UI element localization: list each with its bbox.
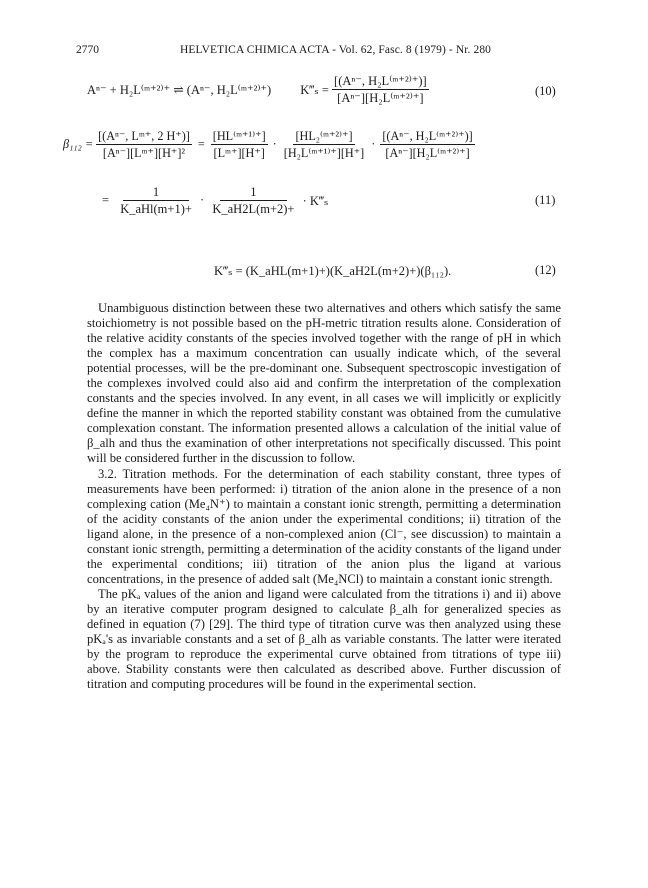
eq11b-frac-1 xyxy=(118,185,194,217)
paragraph-discussion: Unambiguous distinction between these two alternatives and others which satisfy the same stoichiometry is not possible based on the pH-metric titration results alone. Consideration of the relative acidity constants of the species involved together with the range of pH in which the complex has a maximum concentration can usually indicate which, of the several potential processes, will be the pre-dominant one. Subsequent spectroscopic investigation of the complexes involved could also aid and confirm the interpretation of the complexation constants and the species involved. In any event, in all cases we will implicitly or explicitly define the manner in which the reported stability constant was obtained from the cumulative complexation constant. The information presented allows a calculation of the initial value of β_alh and thus the examination of other interpretations not specifically discussed. This point will be considered further in the discussion to follow. xyxy=(87,301,561,466)
equals-sign: = xyxy=(102,193,110,208)
eq11-frac-4-num: [(Aⁿ⁻, H₂L⁽ᵐ⁺²⁾⁺)] xyxy=(380,129,474,145)
eq11-frac-3-den: [H₂L⁽ᵐ⁺¹⁾⁺][H⁺] xyxy=(283,146,365,161)
journal-title: HELVETICA CHIMICA ACTA - Vol. 62, Fasc. 8 (1979) - Nr. 280 xyxy=(180,44,492,56)
dot-operator: · xyxy=(371,137,376,152)
equation-10 xyxy=(87,74,429,106)
eq11-frac-2-num: [HL⁽ᵐ⁺¹⁾⁺] xyxy=(211,129,268,145)
body-text xyxy=(87,301,561,692)
eq11b-frac-2-num: 1 xyxy=(220,185,286,201)
eq11-frac-1 xyxy=(96,129,192,160)
equation-12: K‴ₛ = (K_aHL(m+1)+)(K_aH2L(m+2)+)(β₁₁₂). xyxy=(214,264,452,278)
dot-operator: · xyxy=(200,193,205,208)
equation-11-line-2 xyxy=(102,185,328,217)
eq11-frac-2 xyxy=(211,129,268,160)
eq11b-frac-1-num: 1 xyxy=(123,185,189,201)
eq10-k-label: K‴ₛ = xyxy=(300,82,329,97)
eq10-fraction xyxy=(332,74,429,106)
equals-sign: = xyxy=(197,137,205,152)
equation-12-number: (12) xyxy=(535,263,556,277)
eq11-frac-3 xyxy=(282,129,366,160)
beta-112-label: β₁₁₂ = xyxy=(63,137,94,152)
eq11b-frac-2-den: K_aH2L(m+2)+ xyxy=(212,202,295,217)
dot-operator: · xyxy=(272,137,277,152)
eq11-frac-1-den: [Aⁿ⁻][Lᵐ⁺][H⁺]² xyxy=(102,146,186,161)
page-number: 2770 xyxy=(76,44,99,56)
eq11-frac-4-den: [Aⁿ⁻][H₂L⁽ᵐ⁺²⁾⁺] xyxy=(385,146,470,161)
equation-11-line-1 xyxy=(63,129,475,160)
equation-10-number: (10) xyxy=(535,84,556,98)
eq11b-tail: · K‴ₛ xyxy=(302,193,329,208)
eq10-denominator: [Aⁿ⁻][H₂L⁽ᵐ⁺²⁾⁺] xyxy=(337,91,424,106)
eq11-frac-4 xyxy=(380,129,474,160)
eq11-frac-2-den: [Lᵐ⁺][H⁺] xyxy=(213,146,265,161)
eq10-numerator: [(Aⁿ⁻, H₂L⁽ᵐ⁺²⁾⁺)] xyxy=(332,74,429,90)
eq11-frac-1-num: [(Aⁿ⁻, Lᵐ⁺, 2 H⁺)] xyxy=(96,129,192,145)
paragraph-pka-calculation: The pKₐ values of the anion and ligand were calculated from the titrations i) and ii) above by an iterative computer program designed to calculate β_alh for generalized species as defined in equation (7) [29]. The third type of titration curve was then analyzed using these pKₐ's as invariable constants and a set of β_alh as variable constants. The latter were iterated by the program to reproduce the experimental curve obtained from titrations of type iii) above. Stability constants were then calculated as described above. Further discussion of titration and computing procedures will be found in the experimental section. xyxy=(87,586,561,692)
eq11b-frac-2 xyxy=(210,185,296,217)
paragraph-titration-methods: 3.2. Titration methods. For the determination of each stability constant, three types of measurements have been performed: i) titration of the anion alone in the presence of a non complexing cation (Me₄N⁺) to maintain a constant ionic strength, permitting a determination of the acidity constants of the anion under the experimental conditions; ii) titration of the ligand alone, in the presence of a non-complexed anion (Cl⁻, see discussion) to maintain a constant ionic strength, permitting a determination of the acidity constants of the ligand under the experimental conditions; iii) titration of the anion plus the ligand at various concentrations, in the presence of added salt (Me₄NCl) to maintain a constant ionic strength. xyxy=(87,466,561,586)
equation-11-number: (11) xyxy=(535,193,556,207)
eq11b-frac-1-den: K_aHl(m+1)+ xyxy=(120,202,192,217)
eq10-reaction: Aⁿ⁻ + H₂L⁽ᵐ⁺²⁾⁺ ⇌ (Aⁿ⁻, H₂L⁽ᵐ⁺²⁾⁺) xyxy=(87,82,272,97)
eq11-frac-3-num: [HL₂⁽ᵐ⁺²⁾⁺] xyxy=(293,129,354,145)
